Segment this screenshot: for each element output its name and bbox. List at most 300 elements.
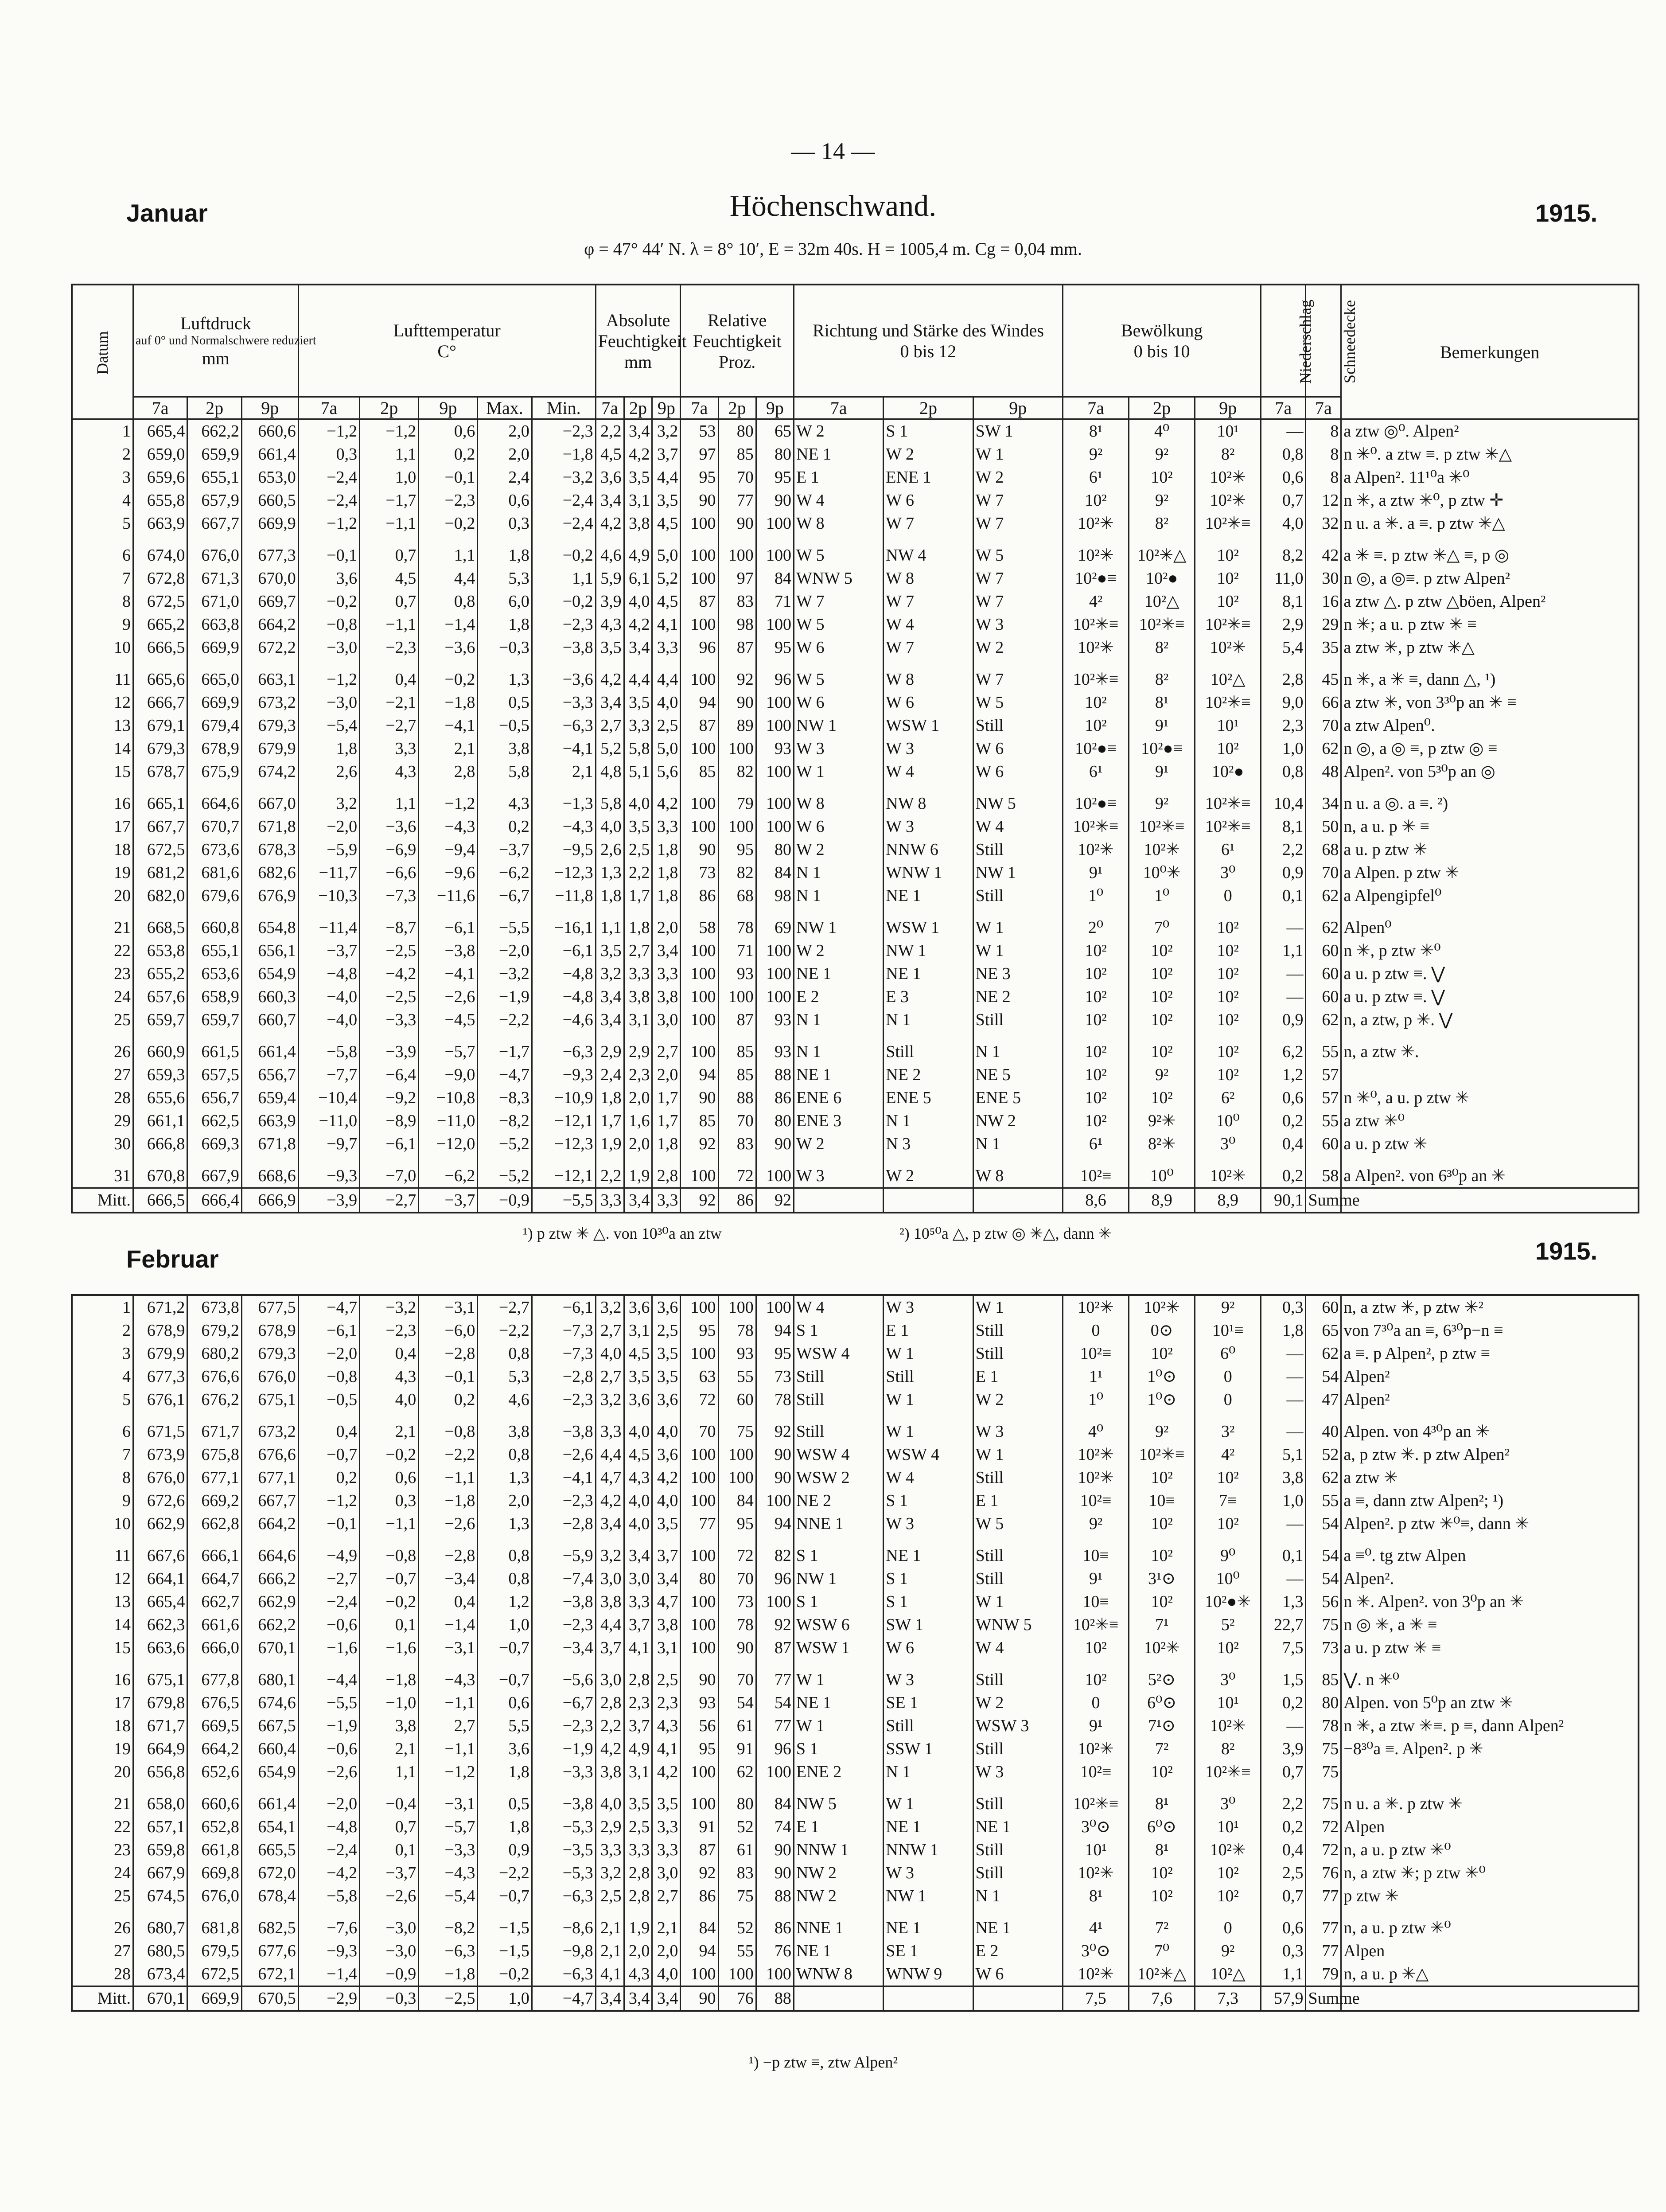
table-cell: 654,1 <box>241 1815 298 1838</box>
table-cell: 54 <box>1306 1535 1341 1567</box>
table-cell: 10²✳ <box>1195 489 1261 512</box>
table-cell: 0,6 <box>478 489 532 512</box>
table-cell: NNW 1 <box>794 1838 883 1861</box>
table-cell: 667,7 <box>241 1489 298 1512</box>
table-cell: −1,7 <box>360 489 419 512</box>
table-cell: 662,3 <box>133 1613 187 1636</box>
table-cell: 656,8 <box>133 1760 187 1783</box>
table-cell: 10² <box>1129 1535 1195 1567</box>
table-cell: a ≡. p Alpen², p ztw ≡ <box>1341 1342 1639 1365</box>
table-cell: 10² <box>1063 1063 1129 1086</box>
table-cell: NNE 1 <box>794 1908 883 1939</box>
table-cell: 1,3 <box>478 1466 532 1489</box>
table-cell: 2,2 <box>624 861 652 884</box>
sub-7a: 7a <box>794 397 883 419</box>
table-cell: 3,3 <box>360 737 419 760</box>
table-cell: NE 1 <box>884 1815 973 1838</box>
table-cell: 3⁰ <box>1195 1783 1261 1815</box>
table-cell: 100 <box>681 535 718 567</box>
table-cell: 10² <box>1063 1109 1129 1132</box>
table-cell: 30 <box>72 1132 133 1155</box>
table-cell: 679,4 <box>187 714 241 737</box>
table-cell: 3,4 <box>652 1986 681 2011</box>
table-cell: 3,8 <box>652 985 681 1008</box>
table-cell: N 1 <box>973 1031 1063 1063</box>
table-cell: 27 <box>72 1939 133 1962</box>
table-cell: 0,7 <box>1261 1760 1306 1783</box>
table-cell: 654,9 <box>241 962 298 985</box>
sub-9p: 9p <box>241 397 298 419</box>
table-cell: 2,5 <box>1261 1861 1306 1884</box>
table-cell: 0,7 <box>1261 1884 1306 1908</box>
table-cell: −9,0 <box>419 1063 478 1086</box>
table-cell: 10²✳≡ <box>1195 815 1261 838</box>
table-cell: — <box>1261 1567 1306 1590</box>
table-cell: −9,2 <box>360 1086 419 1109</box>
table-cell: W 3 <box>973 1411 1063 1443</box>
table-cell: 60 <box>1306 962 1341 985</box>
table-cell: NE 1 <box>794 962 883 985</box>
table-cell: −12,3 <box>532 861 596 884</box>
table-cell: −3,6 <box>419 636 478 659</box>
table-cell: 90 <box>681 1086 718 1109</box>
table-cell: 100 <box>756 1760 794 1783</box>
table-cell: 100 <box>756 535 794 567</box>
table-cell: 74 <box>756 1815 794 1838</box>
table-cell: 94 <box>681 691 718 714</box>
table-cell: 71 <box>756 590 794 613</box>
table-cell: 3,5 <box>624 466 652 489</box>
table-cell: 5,1 <box>1261 1443 1306 1466</box>
table-cell: −8,3 <box>478 1086 532 1109</box>
table-cell: 0,8 <box>419 590 478 613</box>
table-cell <box>973 1188 1063 1213</box>
table-cell: W 5 <box>973 1512 1063 1535</box>
table-cell: 10² <box>1063 1659 1129 1691</box>
table-cell: 4,1 <box>652 613 681 636</box>
table-cell: 671,2 <box>133 1295 187 1319</box>
table-cell: 671,8 <box>241 815 298 838</box>
table-cell: −3,3 <box>360 1008 419 1031</box>
table-cell: NW 1 <box>794 1567 883 1590</box>
table-cell: 54 <box>1306 1567 1341 1590</box>
table-cell: 95 <box>756 1342 794 1365</box>
table-cell: −1,8 <box>360 1659 419 1691</box>
table-cell: 100 <box>681 1962 718 1986</box>
sub-7a: 7a <box>681 397 718 419</box>
table-cell: 4,0 <box>624 1411 652 1443</box>
table-cell: 3,1 <box>624 1319 652 1342</box>
table-cell: 24 <box>72 1861 133 1884</box>
table-cell: −10,9 <box>532 1086 596 1109</box>
table-cell: 1⁰ <box>1063 1388 1129 1411</box>
table-cell: 654,9 <box>241 1760 298 1783</box>
januar-table <box>71 284 1639 1213</box>
table-cell: 4² <box>1195 1443 1261 1466</box>
table-cell: 9¹ <box>1129 714 1195 737</box>
table-cell: 6⁰⊙ <box>1129 1815 1195 1838</box>
table-cell: Still <box>973 1567 1063 1590</box>
table-cell: 0,1 <box>360 1613 419 1636</box>
table-cell: 676,0 <box>187 1884 241 1908</box>
table-cell: WNW 9 <box>884 1962 973 1986</box>
table-cell: −0,3 <box>360 1986 419 2011</box>
table-cell: 676,0 <box>133 1466 187 1489</box>
table-cell: 2,1 <box>532 760 596 783</box>
table-cell: 7 <box>72 1443 133 1466</box>
table-cell: 52 <box>1306 1443 1341 1466</box>
table-cell: 10² <box>1195 1636 1261 1659</box>
table-cell: 10² <box>1129 1861 1195 1884</box>
table-cell: Still <box>973 1466 1063 1489</box>
table-cell: 3,4 <box>596 1008 624 1031</box>
table-cell: 10² <box>1129 1760 1195 1783</box>
table-cell: 664,9 <box>133 1737 187 1760</box>
table-cell: W 6 <box>884 489 973 512</box>
table-cell: −5,2 <box>478 1155 532 1188</box>
table-cell: NE 1 <box>884 1535 973 1567</box>
table-cell: 95 <box>681 1319 718 1342</box>
table-cell: 54 <box>1306 1512 1341 1535</box>
table-cell: N 1 <box>794 1031 883 1063</box>
table-cell: 680,7 <box>133 1908 187 1939</box>
table-cell: 669,7 <box>241 590 298 613</box>
table-cell: ENE 3 <box>794 1109 883 1132</box>
table-cell: −1,1 <box>360 1512 419 1535</box>
table-cell: E 1 <box>794 466 883 489</box>
table-cell: 76 <box>756 1939 794 1962</box>
table-cell: −0,8 <box>419 1411 478 1443</box>
table-cell: −2,8 <box>532 1512 596 1535</box>
table-cell: 30 <box>1306 567 1341 590</box>
table-cell: 1,1 <box>419 535 478 567</box>
table-cell: N 1 <box>794 861 883 884</box>
col-nieder: Niederschlag <box>1261 285 1306 397</box>
table-cell: 4,0 <box>652 1489 681 1512</box>
table-cell: 654,8 <box>241 907 298 939</box>
table-cell: WSW 4 <box>794 1443 883 1466</box>
table-cell: −5,3 <box>532 1815 596 1838</box>
table-cell: 653,6 <box>187 962 241 985</box>
table-cell: −6,2 <box>478 861 532 884</box>
table-cell: −3,8 <box>419 939 478 962</box>
table-cell: 80 <box>718 419 756 443</box>
table-cell: 15 <box>72 1636 133 1659</box>
table-cell: −0,2 <box>360 1590 419 1613</box>
table-cell: 14 <box>72 1613 133 1636</box>
table-cell: n, a ztw, p ✳. ⋁ <box>1341 1008 1639 1031</box>
table-cell: 6 <box>72 1411 133 1443</box>
table-cell: 93 <box>681 1691 718 1714</box>
table-cell: 655,1 <box>187 466 241 489</box>
table-cell: 10²✳≡ <box>1195 691 1261 714</box>
table-cell: −1,2 <box>298 1489 359 1512</box>
table-cell: 4² <box>1063 590 1129 613</box>
table-cell: 75 <box>1306 1783 1341 1815</box>
table-cell: −11,4 <box>298 907 359 939</box>
table-cell: 10²● <box>1195 760 1261 783</box>
table-cell: 8² <box>1195 1737 1261 1760</box>
table-cell <box>1341 1760 1639 1783</box>
table-cell: SW 1 <box>884 1613 973 1636</box>
table-cell: 677,8 <box>187 1659 241 1691</box>
table-cell: 19 <box>72 861 133 884</box>
table-cell: Still <box>973 1535 1063 1567</box>
table-cell: W 3 <box>884 815 973 838</box>
table-cell: 61 <box>718 1714 756 1737</box>
table-cell: −8,6 <box>532 1908 596 1939</box>
table-cell: −2,4 <box>298 1838 359 1861</box>
table-cell: a ztw ✳ <box>1341 1466 1639 1489</box>
table-cell: 10≡ <box>1129 1489 1195 1512</box>
table-cell: 6⁰ <box>1195 1342 1261 1365</box>
table-cell: 3,8 <box>652 1613 681 1636</box>
table-row <box>72 1031 1639 1063</box>
table-cell: W 7 <box>884 636 973 659</box>
table-cell: a Alpengipfel⁰ <box>1341 884 1639 907</box>
table-cell: 10¹ <box>1063 1838 1129 1861</box>
table-cell: −9,6 <box>419 861 478 884</box>
table-cell: 10² <box>1129 1590 1195 1613</box>
table-row <box>72 1613 1639 1636</box>
table-cell: 2,8 <box>596 1691 624 1714</box>
table-cell: 23 <box>72 962 133 985</box>
table-cell: −5,7 <box>419 1815 478 1838</box>
table-cell: 668,6 <box>241 1155 298 1188</box>
table-cell: 4,2 <box>652 783 681 815</box>
table-cell: 2,0 <box>652 1063 681 1086</box>
table-cell: 652,8 <box>187 1815 241 1838</box>
table-cell: 88 <box>756 1063 794 1086</box>
table-cell: 10²≡ <box>1063 1760 1129 1783</box>
table-cell: S 1 <box>794 1590 883 1613</box>
table-cell: 3,3 <box>624 714 652 737</box>
table-cell: NE 2 <box>794 1489 883 1512</box>
table-cell: 79 <box>1306 1962 1341 1986</box>
table-cell: 3,4 <box>652 1567 681 1590</box>
table-cell: 0,2 <box>419 1388 478 1411</box>
table-cell: 9⁰ <box>1195 1535 1261 1567</box>
table-row <box>72 659 1639 691</box>
table-cell: a ztw ◎⁰. Alpen² <box>1341 419 1639 443</box>
table-cell: 679,3 <box>241 714 298 737</box>
table-cell: −7,6 <box>298 1908 359 1939</box>
table-cell: 5,9 <box>596 567 624 590</box>
table-row <box>72 907 1639 939</box>
table-cell: −0,8 <box>360 1535 419 1567</box>
table-cell: S 1 <box>884 1489 973 1512</box>
table-cell: 3,6 <box>652 1295 681 1319</box>
table-cell: 1⁰ <box>1063 884 1129 907</box>
table-cell: 661,4 <box>241 1783 298 1815</box>
table-cell: −4,1 <box>419 962 478 985</box>
table-cell: 100 <box>756 1155 794 1188</box>
table-cell: — <box>1261 1714 1306 1737</box>
table-cell: −1,4 <box>298 1962 359 1986</box>
table-cell: NE 1 <box>794 443 883 466</box>
table-cell: −1,1 <box>360 613 419 636</box>
table-cell: 3,3 <box>652 815 681 838</box>
table-cell: 3,3 <box>624 1590 652 1613</box>
table-cell: −9,3 <box>298 1155 359 1188</box>
table-cell: −0,2 <box>532 535 596 567</box>
sub-9p: 9p <box>652 397 681 419</box>
table-cell: 8¹ <box>1063 419 1129 443</box>
table-cell: 27 <box>72 1063 133 1086</box>
table-row <box>72 1466 1639 1489</box>
table-cell: −6,3 <box>532 1884 596 1908</box>
table-cell: 90 <box>756 1466 794 1489</box>
table-row <box>72 1691 1639 1714</box>
table-cell: 8 <box>1306 419 1341 443</box>
table-cell: 662,9 <box>241 1590 298 1613</box>
table-cell: 0,3 <box>478 512 532 535</box>
table-cell: W 3 <box>794 1155 883 1188</box>
table-cell: 665,2 <box>133 613 187 636</box>
table-row <box>72 838 1639 861</box>
table-cell: 653,0 <box>241 466 298 489</box>
sub-9p: 9p <box>419 397 478 419</box>
table-row <box>72 567 1639 590</box>
table-cell: 4,2 <box>652 1466 681 1489</box>
table-cell: 4,4 <box>652 659 681 691</box>
table-cell: 2⁰ <box>1063 907 1129 939</box>
table-cell: 2,8 <box>624 1861 652 1884</box>
februar-footnote-1: ¹) −p ztw ≡, ztw Alpen² <box>749 2053 898 2071</box>
table-cell: Still <box>973 714 1063 737</box>
table-row <box>72 1939 1639 1962</box>
table-cell: 10²△ <box>1195 659 1261 691</box>
table-cell: 29 <box>1306 613 1341 636</box>
table-cell: 670,5 <box>241 1986 298 2011</box>
table-cell: 10⁰ <box>1195 1109 1261 1132</box>
table-cell: N 1 <box>973 1132 1063 1155</box>
table-cell: 95 <box>718 1512 756 1535</box>
table-cell: 100 <box>718 985 756 1008</box>
table-row <box>72 1815 1639 1838</box>
table-cell: 10²✳ <box>1063 636 1129 659</box>
table-cell: 0,2 <box>298 1466 359 1489</box>
table-cell: 0,3 <box>1261 1295 1306 1319</box>
table-cell: 662,9 <box>133 1512 187 1535</box>
table-cell: 1,8 <box>652 1132 681 1155</box>
table-cell: 4,2 <box>596 1489 624 1512</box>
table-cell: W 3 <box>884 737 973 760</box>
table-cell: 1,8 <box>478 1760 532 1783</box>
table-cell: 10²● <box>1129 567 1195 590</box>
table-cell: 1⁰⊙ <box>1129 1388 1195 1411</box>
table-cell: 10²✳ <box>1195 466 1261 489</box>
table-cell: 3,6 <box>652 1443 681 1466</box>
table-cell: 82 <box>718 861 756 884</box>
table-row <box>72 1132 1639 1155</box>
table-cell: 2,5 <box>624 838 652 861</box>
table-cell: W 2 <box>973 636 1063 659</box>
table-cell: 1,8 <box>652 884 681 907</box>
table-cell: 10² <box>1129 1466 1195 1489</box>
table-cell: 8¹ <box>1063 1884 1129 1908</box>
table-cell: 2,3 <box>624 1063 652 1086</box>
table-cell: 16 <box>72 783 133 815</box>
table-cell: 1,1 <box>1261 939 1306 962</box>
table-cell: 55 <box>1306 1489 1341 1512</box>
table-cell: −2,4 <box>298 1590 359 1613</box>
table-cell: 1,1 <box>596 907 624 939</box>
table-cell: 55 <box>718 1939 756 1962</box>
table-cell: 4,5 <box>624 1443 652 1466</box>
table-cell: 664,1 <box>133 1567 187 1590</box>
table-cell: −3,3 <box>532 691 596 714</box>
table-cell: −0,4 <box>360 1783 419 1815</box>
table-cell: 679,3 <box>241 1342 298 1365</box>
table-cell: −3,8 <box>532 636 596 659</box>
table-cell: 9¹ <box>1063 1714 1129 1737</box>
table-cell: 2,8 <box>1261 659 1306 691</box>
table-cell: 663,9 <box>133 512 187 535</box>
table-cell: −2,4 <box>532 489 596 512</box>
table-row <box>72 1760 1639 1783</box>
table-cell: 10² <box>1195 962 1261 985</box>
table-cell: WNW 8 <box>794 1962 883 1986</box>
table-cell: −0,7 <box>478 1659 532 1691</box>
table-cell: 12 <box>1306 489 1341 512</box>
table-cell: W 5 <box>973 535 1063 567</box>
table-cell <box>1341 1188 1639 1213</box>
table-cell: 10² <box>1195 1008 1261 1031</box>
table-cell: 100 <box>681 1590 718 1613</box>
table-cell: 677,5 <box>241 1295 298 1319</box>
table-cell: a, p ztw ✳. p ztw Alpen² <box>1341 1443 1639 1466</box>
table-cell: W 7 <box>884 590 973 613</box>
table-cell: −0,2 <box>419 512 478 535</box>
table-cell: 660,8 <box>187 907 241 939</box>
table-cell: 29 <box>72 1109 133 1132</box>
table-cell: 65 <box>1306 1319 1341 1342</box>
table-cell: 10⁰ <box>1129 1155 1195 1188</box>
table-cell: 5 <box>72 512 133 535</box>
table-cell: −1,8 <box>532 443 596 466</box>
table-cell: 10² <box>1063 691 1129 714</box>
table-cell: 100 <box>681 939 718 962</box>
table-cell: −5,5 <box>532 1188 596 1213</box>
table-cell: 90 <box>718 691 756 714</box>
table-cell: 1,8 <box>478 613 532 636</box>
table-cell: 2,9 <box>624 1031 652 1063</box>
table-cell: W 1 <box>973 907 1063 939</box>
sub-2p: 2p <box>187 397 241 419</box>
table-cell: 4,7 <box>596 1466 624 1489</box>
table-cell: −1,9 <box>532 1737 596 1760</box>
table-cell: Still <box>794 1365 883 1388</box>
table-cell: 8 <box>1306 443 1341 466</box>
table-cell: Summe <box>1306 1986 1341 2011</box>
table-cell: 10² <box>1195 535 1261 567</box>
table-cell: 4,0 <box>596 1342 624 1365</box>
table-cell: 79 <box>718 783 756 815</box>
table-cell: 100 <box>681 613 718 636</box>
table-cell: −2,3 <box>532 613 596 636</box>
table-cell: 10²≡ <box>1063 1489 1129 1512</box>
table-cell: 3,8 <box>478 737 532 760</box>
table-cell: −3,8 <box>532 1411 596 1443</box>
table-cell: −3,0 <box>360 1908 419 1939</box>
table-cell: −1,8 <box>419 691 478 714</box>
table-cell: 10²✳ <box>1063 512 1129 535</box>
table-cell: 92 <box>718 659 756 691</box>
table-cell: −1,3 <box>532 783 596 815</box>
table-cell: 8¹ <box>1129 1838 1195 1861</box>
table-cell: 2,9 <box>596 1815 624 1838</box>
